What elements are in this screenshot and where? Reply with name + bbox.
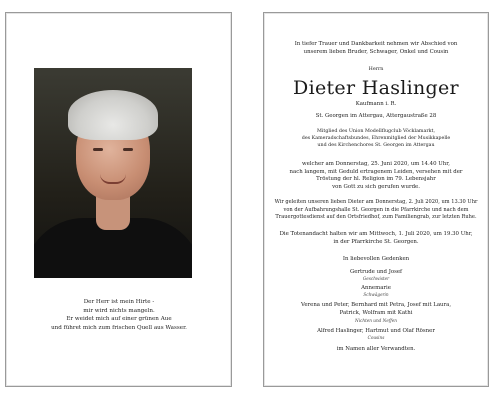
mourner-names: Annemarie (361, 285, 391, 291)
memory-intro: In liebevollen Gedenken (342, 256, 410, 262)
poem-line: Der Herr ist mein Hirte - (83, 299, 155, 305)
poem-line: Er weidet mich auf einer grünen Aue (66, 316, 172, 323)
membership-line: des Kameradschaftsbundes, Ehrenmitglied der Musikkapelle (301, 135, 451, 141)
mourner-names: Gertrude und Josef (349, 269, 403, 275)
funeral-line: von der Aufbahrungshalle St. Georgen in die Pfarrkirche und nach dem (283, 206, 469, 213)
funeral-line: Trauergottesdienst auf den Ortsfriedhof, zum Familiengrab, zur letzten Ruhe. (275, 214, 477, 221)
funeral-line: Wir geleiten unseren lieben Dieter am Donnerstag, 2. Juli 2020, um 13.30 Uhr (274, 199, 478, 205)
herrn-label: Herrn (368, 67, 384, 72)
death-notice (264, 161, 488, 191)
address: St. Georgen im Attergau, Attergaustraße 28 (315, 113, 437, 119)
membership-line: Mitglied des Union Modellflugclub Vöcklamarkt, (316, 129, 435, 134)
intro (264, 41, 488, 56)
death-line: von Gott zu sich gerufen wurde. (332, 183, 420, 190)
intro-line: In tiefer Trauer und Dankbarkeit nehmen wir Abschied von (294, 41, 458, 47)
mourner-relation: Geschwister (362, 276, 390, 281)
death-line: nach langem, mit Geduld ertragenem Leiden, versehen mit der (289, 168, 463, 175)
intro-line: unserem lieben Bruder, Schwager, Onkel und Cousin (303, 48, 449, 55)
portrait-photo (34, 68, 192, 278)
vigil-line: in der Pfarrkirche St. Georgen. (333, 238, 419, 245)
mourner-relation: Cousins (367, 335, 385, 340)
membership-line: und des Kirchenchores St. Georgen im Attergau (317, 142, 435, 148)
poem (24, 298, 214, 332)
death-line: Tröstung der hl. Religion im 79. Lebensjahr (316, 176, 436, 183)
mourner-names: Alfred Haslinger, Hartmut und Olaf Rösner (317, 328, 435, 334)
mourner-names: Verena und Peter, Bernhard mit Petra, Josef mit Laura, Patrick, Wolfram mit Kathi (300, 302, 452, 316)
profession: Kaufmann i. R. (355, 101, 397, 107)
mourner-relation: Schwägerin (363, 292, 389, 297)
mourner-relation: Nichten und Neffen (355, 318, 397, 323)
closing-line: im Namen aller Verwandten. (336, 346, 416, 352)
deceased-name: Dieter Haslinger (293, 77, 459, 99)
poem-line: mir wird nichts mangeln. (83, 307, 155, 314)
vigil-line: Die Totenandacht halten wir am Mittwoch, 1. Juli 2020, um 19.30 Uhr, (279, 231, 473, 237)
right-card (263, 12, 489, 387)
left-card (5, 12, 232, 387)
death-line: welcher am Donnerstag, 25. Juni 2020, um 14.40 Uhr, (302, 161, 450, 167)
funeral-notice (264, 199, 488, 222)
memberships (264, 129, 488, 149)
poem-line: und führet mich zum frischen Quell aus Wasser. (51, 324, 187, 331)
vigil-notice (264, 231, 488, 246)
